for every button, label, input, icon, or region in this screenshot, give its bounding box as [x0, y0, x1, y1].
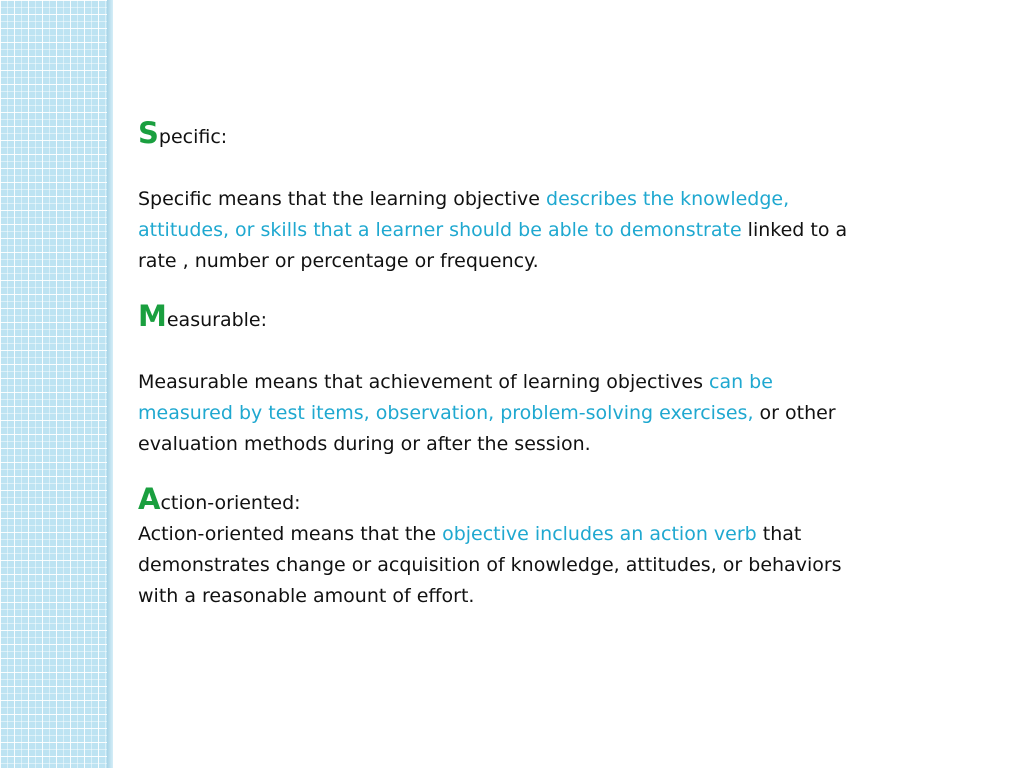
section-heading [138, 301, 866, 336]
section-body [138, 184, 866, 277]
heading-rest: pecific: [158, 126, 228, 148]
body-text: Action-oriented means that the [138, 523, 443, 545]
body-highlight: objective includes an action verb [442, 523, 757, 545]
body-text-end: linked to a rate , number or percentage or frequency. [138, 219, 848, 272]
body-highlight: can be measured by test items, observation, problem-solving exercises, [138, 371, 773, 424]
section-action-oriented [138, 484, 866, 612]
decorative-sidebar-pattern [0, 0, 113, 768]
section-heading [138, 484, 866, 519]
heading-rest: ction-oriented: [160, 492, 301, 514]
section-body [138, 367, 866, 460]
body-text-end: that demonstrates change or acquisition of knowledge, attitudes, or behaviors with a reasonable amount of effort. [138, 523, 842, 607]
body-text-end: or other evaluation methods during or after the session. [138, 402, 836, 455]
slide-content [138, 118, 866, 612]
section-specific [138, 118, 866, 277]
section-heading [138, 118, 866, 153]
heading-initial: M [138, 299, 167, 333]
body-highlight: describes the knowledge, attitudes, or skills that a learner should be able to demonstrate [138, 188, 790, 241]
heading-rest: easurable: [166, 309, 268, 331]
section-measurable [138, 301, 866, 460]
body-text: Specific means that the learning objective [138, 188, 547, 210]
sidebar-edge [107, 0, 113, 768]
heading-initial: A [138, 482, 161, 516]
section-body [138, 519, 866, 612]
heading-initial: S [138, 116, 159, 150]
body-text: Measurable means that achievement of learning objectives [138, 371, 710, 393]
